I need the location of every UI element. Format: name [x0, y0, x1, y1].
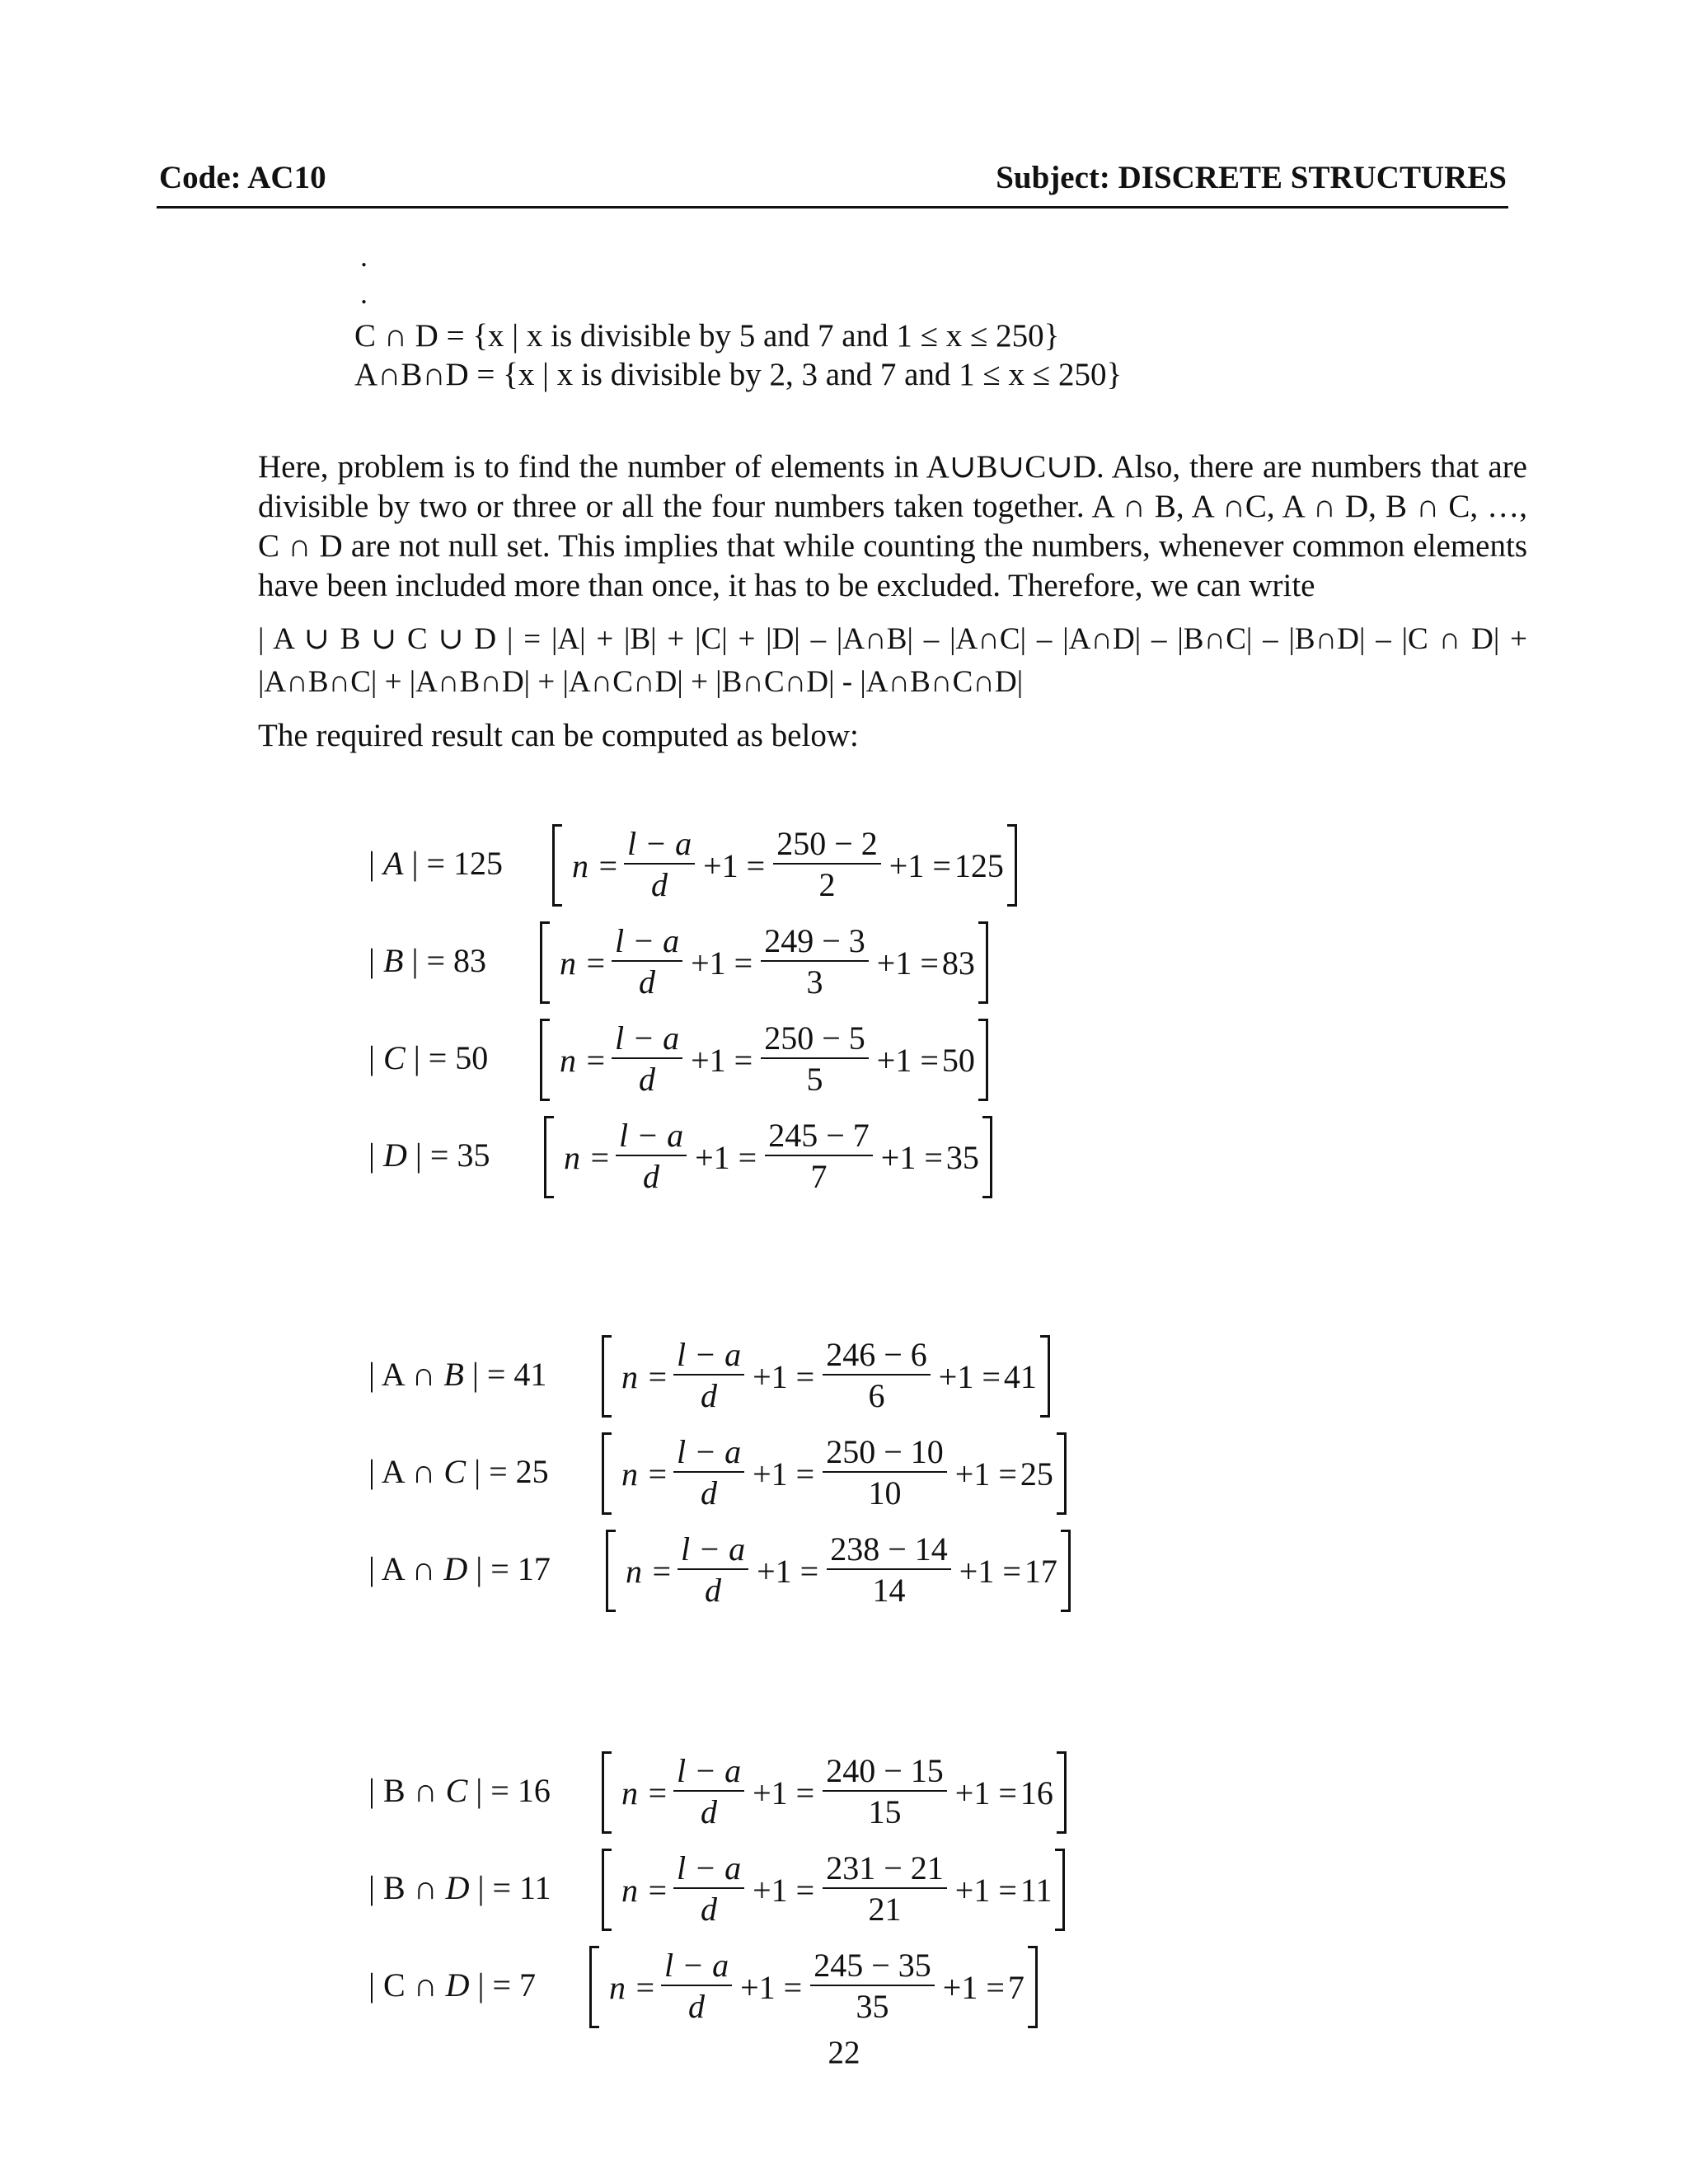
numeric-fraction — [823, 1336, 931, 1417]
label-suffix: | = 41 — [463, 1356, 547, 1393]
fraction-numerator: l − a — [619, 1117, 684, 1154]
n-equals: n = — [621, 1357, 668, 1395]
left-bracket — [602, 1849, 612, 1931]
fraction-numerator: l − a — [681, 1530, 746, 1568]
label-set: C — [445, 1772, 468, 1809]
fraction-numerator: 249 − 3 — [764, 922, 865, 959]
ellipsis-dot: . — [360, 240, 368, 273]
numeric-fraction — [761, 922, 869, 1003]
header-subject: Subject: DISCRETE STRUCTURES — [996, 160, 1507, 195]
equation-label — [368, 1452, 549, 1491]
numeric-fraction — [810, 1947, 935, 2027]
left-bracket — [606, 1530, 616, 1612]
label-suffix: | = 17 — [467, 1550, 551, 1587]
label-prefix: | A ∩ — [368, 1550, 444, 1587]
label-set: C — [443, 1453, 467, 1490]
plus-one: +1 = — [954, 1455, 1017, 1493]
count-formula — [602, 1335, 1050, 1418]
label-suffix: | = 7 — [469, 1966, 537, 2004]
label-set: C — [383, 1039, 406, 1076]
fraction-denominator: d — [639, 1061, 656, 1098]
label-suffix: | = 125 — [403, 845, 504, 882]
result-value: 41 — [1003, 1357, 1037, 1395]
fraction-denominator: 14 — [872, 1572, 906, 1609]
count-formula — [552, 824, 1017, 907]
count-formula — [540, 1019, 988, 1101]
plus-one: +1 = — [691, 944, 753, 982]
set-definition-a-b-d: A∩B∩D = {x | x is divisible by 2, 3 and 7 and 1 ≤ x ≤ 250} — [354, 357, 1123, 392]
left-bracket — [602, 1335, 612, 1418]
numeric-fraction — [823, 1433, 947, 1514]
right-bracket — [1057, 1751, 1067, 1834]
general-fraction — [616, 1117, 687, 1197]
fraction-denominator: d — [701, 1377, 718, 1414]
plus-one: +1 = — [703, 846, 766, 884]
equation-label — [368, 1355, 546, 1394]
label-prefix: | — [368, 942, 384, 979]
left-bracket — [544, 1116, 554, 1198]
plus-one: +1 = — [889, 846, 951, 884]
fraction-numerator: 250 − 5 — [764, 1019, 865, 1057]
fraction-denominator: 7 — [810, 1158, 828, 1195]
fraction-numerator: l − a — [677, 1433, 742, 1470]
equation-label — [368, 1966, 536, 2004]
plus-one: +1 = — [740, 1968, 803, 2006]
label-suffix: | = 11 — [469, 1869, 551, 1906]
fraction-numerator: l − a — [615, 1019, 680, 1057]
left-bracket — [540, 921, 550, 1004]
fraction-denominator: 15 — [868, 1793, 902, 1830]
fraction-denominator: d — [705, 1572, 722, 1609]
label-set: B — [443, 1356, 464, 1393]
fraction-denominator: 35 — [856, 1988, 889, 2025]
header-code: Code: AC10 — [159, 160, 326, 195]
count-formula — [602, 1432, 1067, 1515]
label-set: B — [383, 942, 404, 979]
n-equals: n = — [621, 1774, 668, 1811]
label-prefix: | — [368, 1039, 384, 1076]
result-value: 17 — [1024, 1552, 1057, 1590]
fraction-numerator: l − a — [677, 1336, 742, 1373]
plus-one: +1 = — [938, 1357, 1001, 1395]
plus-one: +1 = — [942, 1968, 1005, 2006]
count-formula — [606, 1530, 1071, 1612]
fraction-denominator: d — [701, 1793, 718, 1830]
label-suffix: | = 83 — [403, 942, 487, 979]
fraction-numerator: 245 − 35 — [814, 1947, 931, 1984]
fraction-numerator: 238 − 14 — [830, 1530, 948, 1568]
numeric-fraction — [827, 1530, 951, 1611]
n-equals: n = — [560, 1041, 607, 1079]
fraction-denominator: 21 — [868, 1891, 902, 1928]
result-value: 35 — [945, 1138, 979, 1176]
label-prefix: | A ∩ — [368, 1356, 444, 1393]
n-equals: n = — [621, 1871, 668, 1909]
right-bracket — [982, 1116, 992, 1198]
required-result-text: The required result can be computed as below: — [258, 718, 859, 753]
fraction-denominator: d — [701, 1474, 718, 1511]
general-fraction — [624, 825, 695, 906]
fraction-denominator: d — [643, 1158, 660, 1195]
n-equals: n = — [621, 1455, 668, 1493]
left-bracket — [589, 1946, 599, 2028]
label-set: D — [445, 1869, 470, 1906]
fraction-numerator: 240 − 15 — [826, 1752, 944, 1789]
numeric-fraction — [761, 1019, 869, 1100]
equation-label — [368, 1549, 551, 1588]
plus-one: +1 = — [753, 1871, 815, 1909]
explanation-paragraph: Here, problem is to find the number of elements in A∪B∪C∪D. Also, there are numbers that are divisible by two or three or all the four numbers taken together. A ∩ B, A ∩C, A ∩ D, B ∩ C, …, C ∩ D are not null set. This implies that while counting the numbers, whenever common elements have been included more than once, it has to be excluded. Therefore, we can write — [258, 449, 1527, 603]
fraction-denominator: 2 — [818, 866, 836, 903]
equation-label — [368, 1136, 490, 1174]
fraction-numerator: l − a — [615, 922, 680, 959]
ellipsis-dot: . — [360, 277, 368, 310]
general-fraction — [673, 1433, 744, 1514]
result-value: 7 — [1007, 1968, 1025, 2006]
fraction-numerator: l − a — [677, 1849, 742, 1886]
set-definition-c-d: C ∩ D = {x | x is divisible by 5 and 7 and 1 ≤ x ≤ 250} — [354, 318, 1060, 354]
plus-one: +1 = — [876, 1041, 939, 1079]
result-value: 11 — [1020, 1871, 1053, 1909]
label-prefix: | B ∩ — [368, 1772, 446, 1809]
result-value: 25 — [1020, 1455, 1053, 1493]
result-value: 16 — [1020, 1774, 1053, 1811]
equation-label — [368, 1868, 551, 1907]
left-bracket — [602, 1751, 612, 1834]
fraction-denominator: d — [651, 866, 668, 903]
numeric-fraction — [823, 1849, 947, 1930]
fraction-numerator: 250 − 10 — [826, 1433, 944, 1470]
plus-one: +1 = — [753, 1455, 815, 1493]
label-set: D — [383, 1137, 407, 1174]
plus-one: +1 = — [954, 1774, 1017, 1811]
fraction-numerator: l − a — [677, 1752, 742, 1789]
plus-one: +1 = — [753, 1774, 815, 1811]
fraction-denominator: 6 — [868, 1377, 885, 1414]
left-bracket — [602, 1432, 612, 1515]
fraction-numerator: 231 − 21 — [826, 1849, 944, 1886]
right-bracket — [1055, 1849, 1065, 1931]
plus-one: +1 = — [753, 1357, 815, 1395]
label-suffix: | = 25 — [466, 1453, 549, 1490]
right-bracket — [978, 1019, 988, 1101]
general-fraction — [678, 1530, 748, 1611]
plus-one: +1 = — [880, 1138, 943, 1176]
plus-one: +1 = — [954, 1871, 1017, 1909]
fraction-denominator: 10 — [868, 1474, 902, 1511]
equation-label — [368, 941, 486, 980]
fraction-numerator: 245 − 7 — [768, 1117, 870, 1154]
right-bracket — [978, 921, 988, 1004]
n-equals: n = — [609, 1968, 656, 2006]
label-suffix: | = 16 — [467, 1772, 551, 1809]
label-prefix: | A ∩ — [368, 1453, 444, 1490]
label-set: D — [445, 1966, 470, 2004]
general-fraction — [673, 1849, 744, 1930]
inclusion-exclusion-formula: | A ∪ B ∪ C ∪ D | = |A| + |B| + |C| + |D| – |A∩B| – |A∩C| – |A∩D| – |B∩C| – |B∩D| – |C ∩ D| + |A∩B∩C| + |A∩B∩D| + |A∩C∩D| + |B∩C∩D| - |A∩B∩C∩D| — [258, 622, 1527, 699]
fraction-denominator: d — [688, 1988, 706, 2025]
label-prefix: | — [368, 845, 384, 882]
fraction-denominator: d — [639, 963, 656, 1001]
general-fraction — [661, 1947, 732, 2027]
n-equals: n = — [564, 1138, 611, 1176]
page-number: 22 — [828, 2035, 860, 2070]
right-bracket — [1007, 824, 1017, 907]
n-equals: n = — [560, 944, 607, 982]
count-formula — [602, 1849, 1065, 1931]
result-value: 83 — [941, 944, 975, 982]
plus-one: +1 = — [959, 1552, 1021, 1590]
general-fraction — [612, 922, 682, 1003]
plus-one: +1 = — [876, 944, 939, 982]
plus-one: +1 = — [695, 1138, 757, 1176]
count-formula — [544, 1116, 992, 1198]
count-formula — [540, 921, 988, 1004]
left-bracket — [552, 824, 562, 907]
left-bracket — [540, 1019, 550, 1101]
right-bracket — [1061, 1530, 1071, 1612]
label-set: D — [443, 1550, 468, 1587]
right-bracket — [1028, 1946, 1038, 2028]
right-bracket — [1057, 1432, 1067, 1515]
equation-label — [368, 1038, 488, 1077]
count-formula — [589, 1946, 1038, 2028]
label-prefix: | C ∩ — [368, 1966, 446, 2004]
count-formula — [602, 1751, 1067, 1834]
numeric-fraction — [823, 1752, 947, 1833]
general-fraction — [612, 1019, 682, 1100]
fraction-denominator: 5 — [806, 1061, 823, 1098]
numeric-fraction — [773, 825, 881, 906]
fraction-numerator: l − a — [627, 825, 692, 862]
n-equals: n = — [626, 1552, 673, 1590]
fraction-denominator: 3 — [806, 963, 823, 1001]
general-fraction — [673, 1752, 744, 1833]
label-prefix: | B ∩ — [368, 1869, 446, 1906]
result-value: 50 — [941, 1041, 975, 1079]
fraction-numerator: l − a — [664, 1947, 729, 1984]
result-value: 125 — [954, 846, 1004, 884]
label-suffix: | = 35 — [406, 1137, 490, 1174]
label-prefix: | — [368, 1137, 384, 1174]
n-equals: n = — [572, 846, 619, 884]
header-rule — [157, 206, 1508, 209]
equation-label — [368, 844, 503, 883]
fraction-denominator: d — [701, 1891, 718, 1928]
label-suffix: | = 50 — [405, 1039, 489, 1076]
plus-one: +1 = — [757, 1552, 819, 1590]
equation-label — [368, 1771, 551, 1810]
numeric-fraction — [765, 1117, 873, 1197]
fraction-numerator: 250 − 2 — [776, 825, 878, 862]
right-bracket — [1040, 1335, 1050, 1418]
label-set: A — [383, 845, 404, 882]
plus-one: +1 = — [691, 1041, 753, 1079]
fraction-numerator: 246 − 6 — [826, 1336, 927, 1373]
general-fraction — [673, 1336, 744, 1417]
